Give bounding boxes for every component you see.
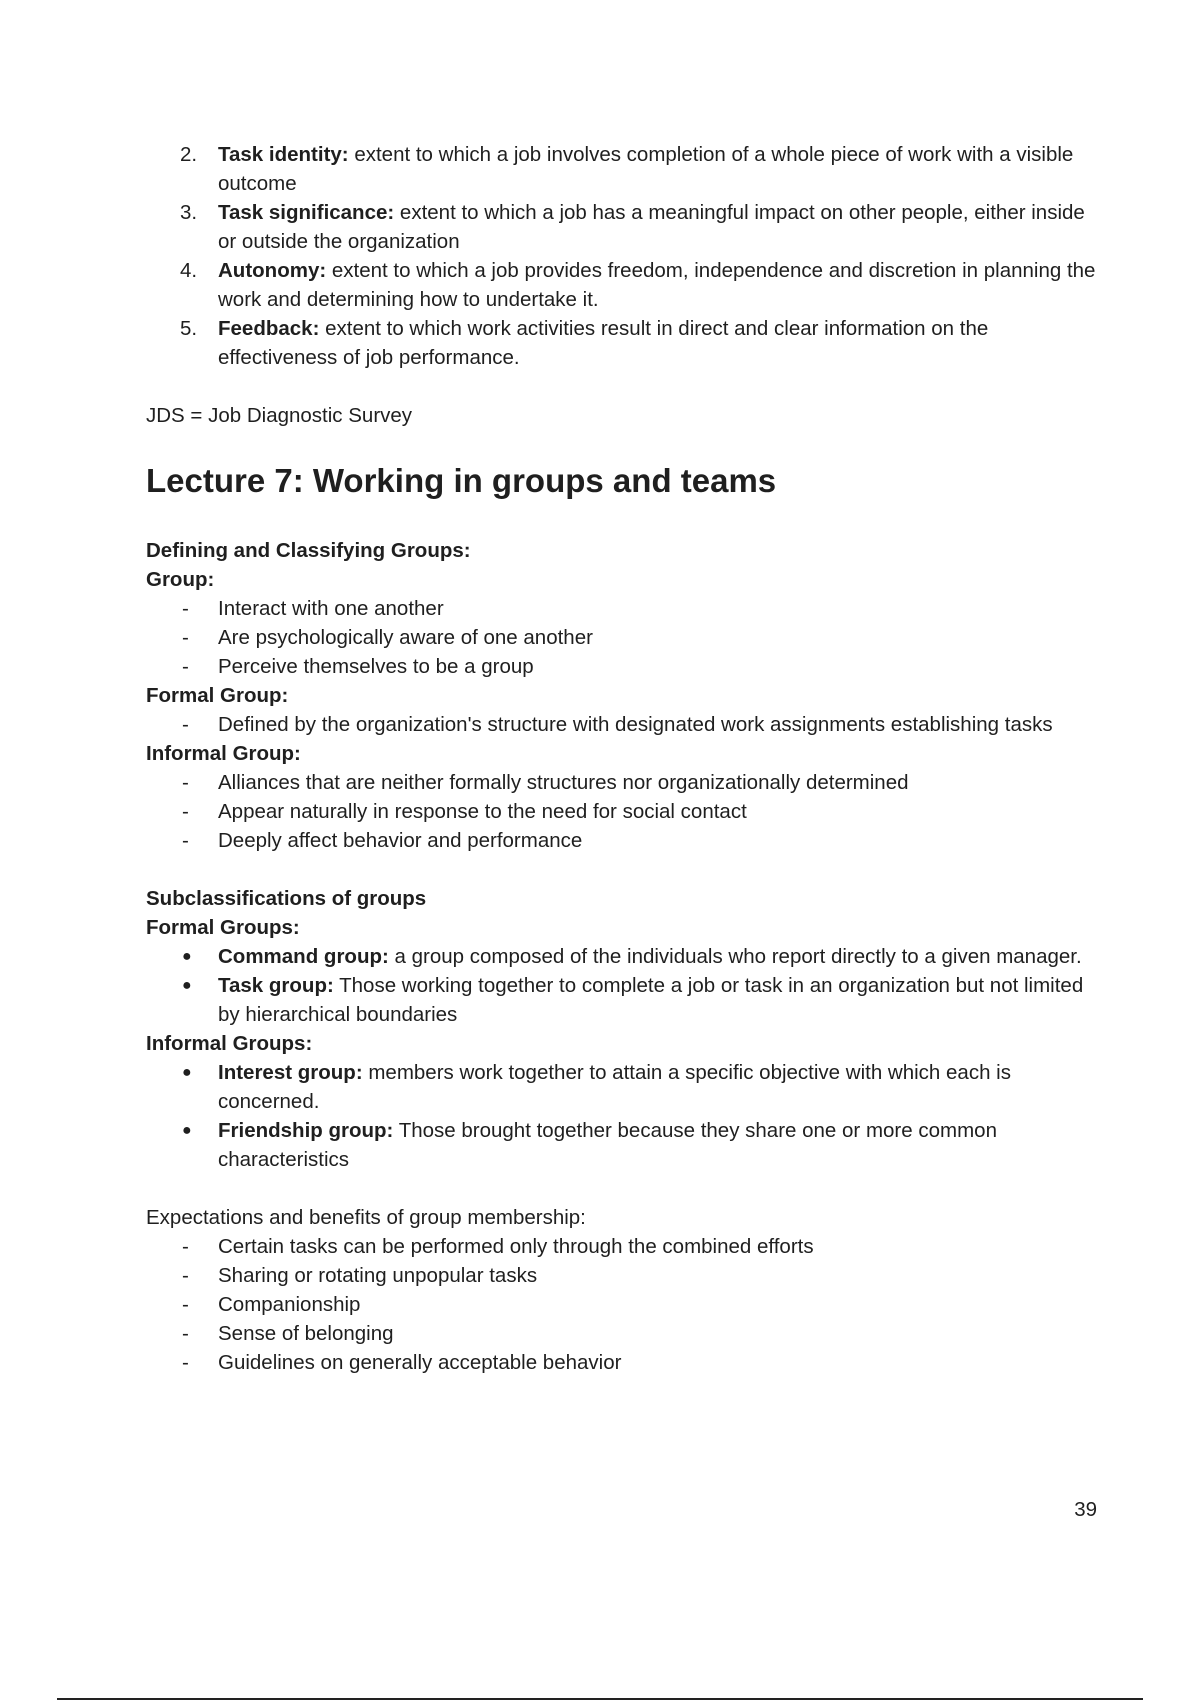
list-text: Sharing or rotating unpopular tasks xyxy=(218,1264,538,1287)
dash-marker: - xyxy=(182,713,189,736)
list-text: Defined by the organization's structure with designated work assignments establishing tasks xyxy=(218,713,1053,736)
list-text: Alliances that are neither formally structures nor organizationally determined xyxy=(218,771,909,794)
list-text: Appear naturally in response to the need for social contact xyxy=(218,800,747,823)
list-text: Interact with one another xyxy=(218,597,444,620)
definition: members work together to attain a specific objective with which each is concerned. xyxy=(218,1061,1011,1113)
list-item xyxy=(146,1290,1096,1319)
page-number: 39 xyxy=(1074,1498,1097,1521)
dash-marker: - xyxy=(182,655,189,678)
informal-groups-list xyxy=(146,1058,1096,1174)
definition: extent to which work activities result in direct and clear information on the effectiveness of job performance. xyxy=(218,317,989,369)
subclassifications-heading: Subclassifications of groups xyxy=(146,887,427,910)
bullet-marker: ● xyxy=(182,977,192,994)
expectations-heading: Expectations and benefits of group membership: xyxy=(146,1206,586,1229)
dash-marker: - xyxy=(182,1322,189,1345)
list-item xyxy=(146,768,1096,797)
list-item xyxy=(146,314,1096,372)
list-item xyxy=(146,140,1096,198)
group-definition-list xyxy=(146,594,1096,681)
formal-groups-heading: Formal Groups: xyxy=(146,916,300,939)
list-item xyxy=(146,1348,1096,1377)
informal-groups-heading: Informal Groups: xyxy=(146,1032,313,1055)
formal-groups-list xyxy=(146,942,1096,1029)
bullet-marker: ● xyxy=(182,1064,192,1081)
section-heading: Defining and Classifying Groups: xyxy=(146,539,471,562)
list-text: Certain tasks can be performed only through the combined efforts xyxy=(218,1235,814,1258)
spacer xyxy=(146,1174,1096,1203)
dash-marker: - xyxy=(182,1351,189,1374)
term: Task group: xyxy=(218,974,334,997)
list-number: 2. xyxy=(180,143,198,166)
list-text: Sense of belonging xyxy=(218,1322,394,1345)
dash-marker: - xyxy=(182,800,189,823)
definition: extent to which a job has a meaningful impact on other people, either inside or outside the organization xyxy=(218,201,1085,253)
definition: a group composed of the individuals who report directly to a given manager. xyxy=(388,945,1082,968)
list-item xyxy=(146,797,1096,826)
page-content xyxy=(146,140,1096,1377)
list-item xyxy=(146,198,1096,256)
formal-group-heading: Formal Group: xyxy=(146,684,289,707)
list-item xyxy=(146,256,1096,314)
term: Autonomy: xyxy=(218,259,327,282)
list-text: Are psychologically aware of one another xyxy=(218,626,593,649)
job-characteristics-list xyxy=(146,140,1096,372)
informal-group-heading: Informal Group: xyxy=(146,742,301,765)
jds-note: JDS = Job Diagnostic Survey xyxy=(146,404,413,427)
term: Task significance: xyxy=(218,201,395,224)
group-heading: Group: xyxy=(146,568,215,591)
list-item xyxy=(146,1058,1096,1116)
dash-marker: - xyxy=(182,1293,189,1316)
definition: extent to which a job provides freedom, independence and discretion in planning the work and determining how to undertake it. xyxy=(218,259,1096,311)
definition: Those brought together because they share one or more common characteristics xyxy=(218,1119,997,1171)
dash-marker: - xyxy=(182,771,189,794)
list-text: Deeply affect behavior and performance xyxy=(218,829,583,852)
bullet-marker: ● xyxy=(182,948,192,965)
lecture-title: Lecture 7: Working in groups and teams xyxy=(146,462,777,499)
formal-group-list xyxy=(146,710,1096,739)
list-item xyxy=(146,1261,1096,1290)
informal-group-list xyxy=(146,768,1096,855)
list-text: Companionship xyxy=(218,1293,361,1316)
definition: extent to which a job involves completion of a whole piece of work with a visible outcome xyxy=(218,143,1074,195)
list-item xyxy=(146,971,1096,1029)
list-item xyxy=(146,1319,1096,1348)
dash-marker: - xyxy=(182,1264,189,1287)
term: Feedback: xyxy=(218,317,320,340)
term: Friendship group: xyxy=(218,1119,394,1142)
bullet-marker: ● xyxy=(182,1122,192,1139)
spacer xyxy=(146,855,1096,884)
list-text: Perceive themselves to be a group xyxy=(218,655,534,678)
list-number: 4. xyxy=(180,259,198,282)
term: Task identity: xyxy=(218,143,349,166)
list-number: 3. xyxy=(180,201,198,224)
list-item xyxy=(146,942,1096,971)
list-item xyxy=(146,1232,1096,1261)
dash-marker: - xyxy=(182,597,189,620)
list-item xyxy=(146,594,1096,623)
list-item xyxy=(146,826,1096,855)
dash-marker: - xyxy=(182,829,189,852)
list-text: Guidelines on generally acceptable behavior xyxy=(218,1351,622,1374)
term: Interest group: xyxy=(218,1061,363,1084)
list-item xyxy=(146,623,1096,652)
list-item xyxy=(146,710,1096,739)
list-item xyxy=(146,1116,1096,1174)
dash-marker: - xyxy=(182,626,189,649)
list-number: 5. xyxy=(180,317,198,340)
definition: Those working together to complete a job or task in an organization but not limited by hierarchical boundaries xyxy=(218,974,1084,1026)
list-item xyxy=(146,652,1096,681)
term: Command group: xyxy=(218,945,389,968)
expectations-list xyxy=(146,1232,1096,1377)
dash-marker: - xyxy=(182,1235,189,1258)
